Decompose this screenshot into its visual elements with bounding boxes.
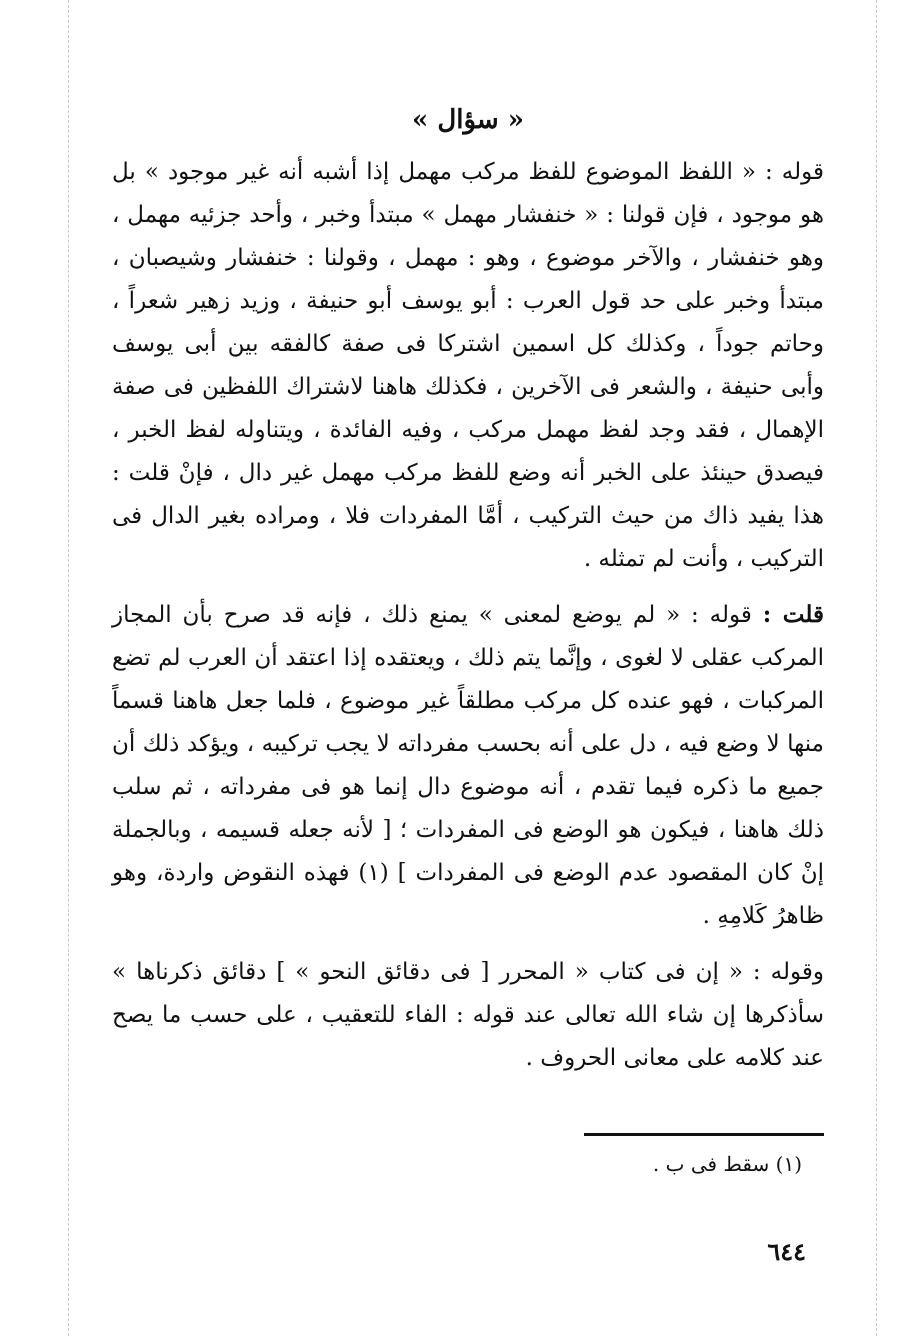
paragraph-3 — [112, 950, 824, 1080]
paragraph-1-text: قوله : « اللفظ الموضوع للفظ مركب مهمل إذا أشبه أنه غير موجود » بل هو موجود ، فإن قولنا : « خنفشار مهمل » مبتدأ وخبر ، وأحد جزئيه مهمل ، وهو خنفشار ، والآخر موضوع ، وهو : مهمل ، وقولنا : خنفشار وشيصبان ، مبتدأ وخبر على حد قول العرب : أبو يوسف أبو حنيفة ، وزيد زهير شعراً ، وحاتم جوداً ، وكذلك كل اسمين اشتركا فى صفة كالفقه بين أبى يوسف وأبى حنيفة ، والشعر فى الآخرين ، فكذلك هاهنا لاشتراك اللفظين فى صفة الإهمال ، فقد وجد لفظ مهمل مركب ، وفيه الفائدة ، ويتناوله لفظ الخبر ، فيصدق حينئذ على الخبر أنه وضع للفظ مركب مهمل غير دال ، فإنْ قلت : هذا يفيد ذاك من حيث التركيب ، أمَّا المفردات فلا ، ومراده بغير الدال فى التركيب ، وأنت لم تمثله . — [112, 159, 824, 572]
paragraph-3-text: وقوله : « إن فى كتاب « المحرر [ فى دقائق النحو » ] دقائق ذكرناها » سأذكرها إن شاء الله تعالى عند قوله : الفاء للتعقيب ، على حسب ما يصح عند كلامه على معانى الحروف . — [112, 959, 824, 1071]
paragraph-2-lead: قلت : — [762, 601, 824, 628]
paragraph-2-text: قوله : « لم يوضع لمعنى » يمنع ذلك ، فإنه قد صرح بأن المجاز المركب عقلى لا لغوى ، وإنَّما يتم ذلك ، ويعتقده إذا اعتقد أن العرب لم تضع المركبات ، فهو عنده كل مركب مطلقاً غير موضوع ، فلما جعل هاهنا قسماً منها لا وضع فيه ، دل على أنه بحسب مفرداته لا يجب تركيبه ، ويؤكد ذلك أن جميع ما ذكره فيما تقدم ، أنه موضوع دال إنما هو فى مفرداته ، ثم سلب ذلك هاهنا ، فيكون هو الوضع فى المفردات ؛ [ لأنه جعله قسيمه ، وبالجملة إنْ كان المقصود عدم الوضع فى المفردات ] (١) فهذه النقوض واردة، وهو ظاهرُ كَلامِهِ . — [112, 602, 824, 929]
margin-guide-right — [876, 0, 877, 1336]
footnote: (١) سقط فى ب . — [652, 1152, 802, 1176]
margin-guide-left — [68, 0, 69, 1336]
book-page — [112, 100, 824, 1300]
section-title: « سؤال » — [412, 105, 524, 135]
page-number: ٦٤٤ — [767, 1237, 806, 1266]
paragraph-2 — [112, 593, 824, 938]
footnote-divider — [584, 1133, 824, 1136]
paragraph-1 — [112, 150, 824, 581]
